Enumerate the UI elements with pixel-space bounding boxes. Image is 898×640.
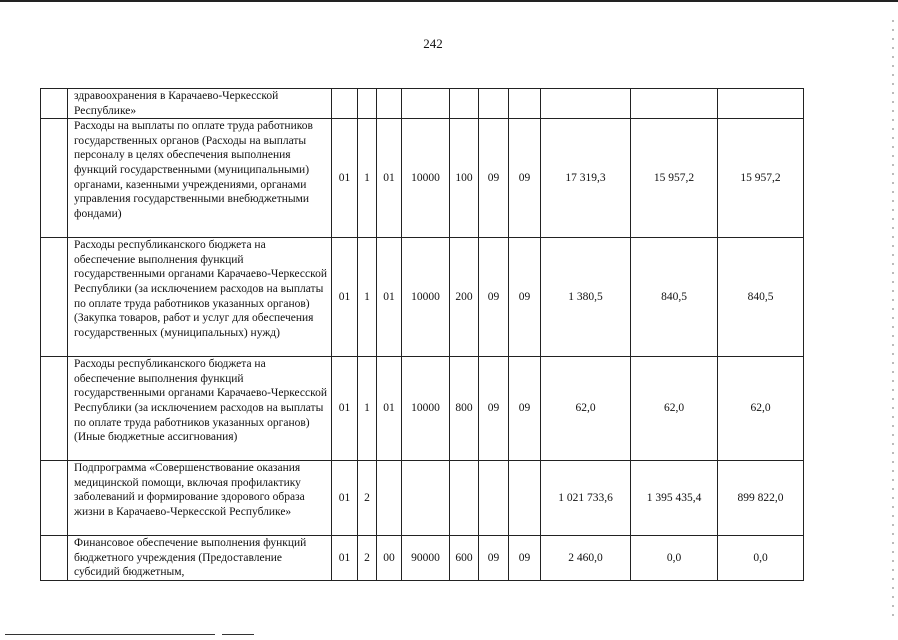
table-row [41, 536, 804, 581]
amount-cell: 62,0 [541, 357, 631, 461]
code-cell: 10000 [402, 119, 450, 238]
code-cell: 01 [332, 536, 358, 581]
code-cell [332, 89, 358, 119]
code-cell [358, 89, 377, 119]
amount-cell: 62,0 [631, 357, 718, 461]
row-number-cell [41, 461, 68, 536]
code-cell: 10000 [402, 238, 450, 357]
code-cell [450, 461, 479, 536]
code-cell [402, 461, 450, 536]
code-cell [509, 89, 541, 119]
code-cell [479, 89, 509, 119]
code-cell [450, 89, 479, 119]
code-cell: 00 [377, 536, 402, 581]
code-cell: 600 [450, 536, 479, 581]
amount-cell: 15 957,2 [718, 119, 804, 238]
table-row [41, 461, 804, 536]
amount-cell [541, 89, 631, 119]
code-cell: 2 [358, 461, 377, 536]
code-cell: 800 [450, 357, 479, 461]
code-cell [377, 89, 402, 119]
amount-cell: 1 021 733,6 [541, 461, 631, 536]
footnote-rule [5, 634, 215, 635]
amount-cell: 15 957,2 [631, 119, 718, 238]
code-cell: 1 [358, 357, 377, 461]
amount-cell: 17 319,3 [541, 119, 631, 238]
code-cell [377, 461, 402, 536]
code-cell: 90000 [402, 536, 450, 581]
amount-cell [718, 89, 804, 119]
row-number-cell [41, 536, 68, 581]
code-cell: 01 [377, 357, 402, 461]
code-cell: 200 [450, 238, 479, 357]
table-row [41, 238, 804, 357]
code-cell: 09 [509, 536, 541, 581]
row-number-cell [41, 119, 68, 238]
description-cell: Расходы на выплаты по оплате труда работников государственных органов (Расходы на выплаты персоналу в целях обеспечения выполнения функций государственными (муниципальными) органами, казенными учреждениями, органами управления государственными внебюджетными фондами) [68, 119, 332, 238]
row-number-cell [41, 238, 68, 357]
budget-table [40, 88, 804, 581]
description-cell: Финансовое обеспечение выполнения функций бюджетного учреждения (Предоставление субсидий бюджетным, [68, 536, 332, 581]
description-cell: Расходы республиканского бюджета на обеспечение выполнения функций государственными органами Карачаево-Черкесской Республики (за исключением расходов на выплаты по оплате труда работников указанных органов) (Иные бюджетные ассигнования) [68, 357, 332, 461]
amount-cell: 2 460,0 [541, 536, 631, 581]
amount-cell: 1 380,5 [541, 238, 631, 357]
amount-cell: 840,5 [718, 238, 804, 357]
scan-edge-artifact [892, 20, 894, 620]
page-number: 242 [423, 36, 443, 51]
code-cell: 100 [450, 119, 479, 238]
code-cell: 09 [479, 119, 509, 238]
code-cell: 09 [479, 357, 509, 461]
amount-cell: 62,0 [718, 357, 804, 461]
amount-cell: 840,5 [631, 238, 718, 357]
footnote-rule [222, 634, 254, 635]
top-rule [0, 0, 898, 2]
code-cell: 01 [377, 119, 402, 238]
code-cell: 09 [479, 536, 509, 581]
description-cell: Подпрограмма «Совершенствование оказания медицинской помощи, включая профилактику заболеваний и формирование здорового образа жизни в Карачаево-Черкесской Республике» [68, 461, 332, 536]
table-row [41, 357, 804, 461]
code-cell: 10000 [402, 357, 450, 461]
code-cell: 09 [509, 238, 541, 357]
code-cell: 09 [479, 238, 509, 357]
description-cell: Расходы республиканского бюджета на обеспечение выполнения функций государственными органами Карачаево-Черкесской Республики (за исключением расходов на выплаты по оплате труда работников указанных органов) (Закупка товаров, работ и услуг для обеспечения государственных (муниципальных) нужд) [68, 238, 332, 357]
code-cell: 1 [358, 119, 377, 238]
code-cell: 01 [332, 357, 358, 461]
code-cell: 09 [509, 357, 541, 461]
code-cell: 09 [509, 119, 541, 238]
code-cell: 01 [377, 238, 402, 357]
code-cell: 01 [332, 461, 358, 536]
row-number-cell [41, 89, 68, 119]
row-number-cell [41, 357, 68, 461]
amount-cell: 1 395 435,4 [631, 461, 718, 536]
code-cell: 2 [358, 536, 377, 581]
code-cell: 01 [332, 238, 358, 357]
description-cell: здравоохранения в Карачаево-Черкесской Республике» [68, 89, 332, 119]
amount-cell: 0,0 [718, 536, 804, 581]
code-cell: 01 [332, 119, 358, 238]
table-row [41, 119, 804, 238]
amount-cell [631, 89, 718, 119]
code-cell [509, 461, 541, 536]
amount-cell: 0,0 [631, 536, 718, 581]
code-cell [402, 89, 450, 119]
amount-cell: 899 822,0 [718, 461, 804, 536]
code-cell [479, 461, 509, 536]
table-row [41, 89, 804, 119]
code-cell: 1 [358, 238, 377, 357]
